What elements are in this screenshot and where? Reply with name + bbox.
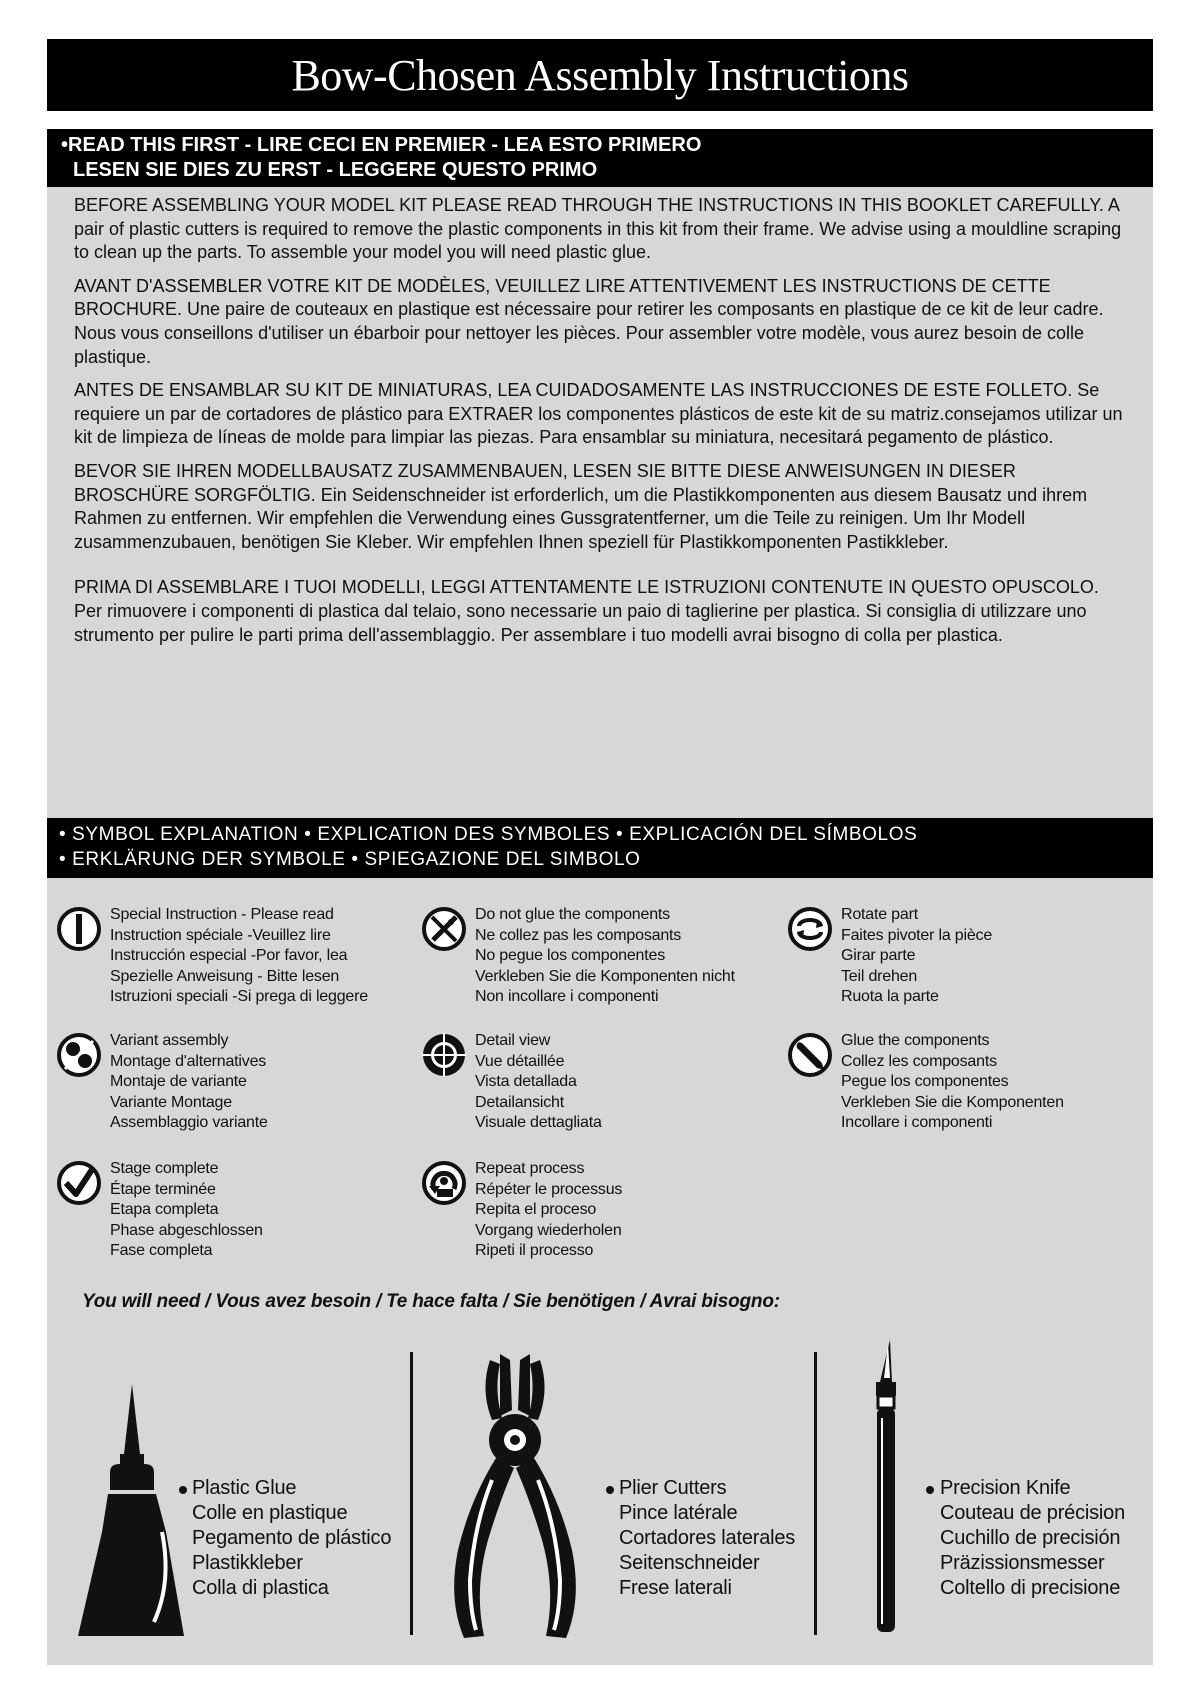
intro-paragraph-it: PRIMA DI ASSEMBLARE I TUOI MODELLI, LEGGI ATTENTAMENTE LE ISTRUZIONI CONTENUTE IN QUESTO OPUSCOLO. Per rimuovere i componenti di plastica dal telaio, sono necessarie un paio di taglierine per plastica. Si consiglia di utilizzare uno strumento per pulire le parti prima dell'assemblaggio. Per assemblare i tuo modelli avrai bisogno di colla per plastica.	[74, 577, 1099, 645]
tool-line: Colla di plastica	[192, 1577, 329, 1599]
tool-line: Cuchillo de precisión	[940, 1527, 1121, 1549]
symbol-line: Etapa completa	[110, 1201, 219, 1218]
glue-bottle-icon	[74, 1382, 194, 1643]
symbol-line: Faites pivoter la pièce	[841, 926, 993, 944]
tool-pliers-list	[619, 1476, 795, 1601]
stage-complete-icon	[55, 1159, 103, 1207]
tool-knife-list	[940, 1476, 1125, 1601]
tool-line: Frese laterali	[619, 1577, 732, 1599]
symbol-line: Pegue los componentes	[841, 1073, 1009, 1090]
symbol-line: Special Instruction - Please read	[110, 906, 334, 923]
special-instruction-icon	[55, 905, 103, 953]
symbol-line: Vista detallada	[475, 1073, 577, 1090]
symbol-line: Stage complete	[110, 1160, 219, 1177]
symbol-line: Assemblaggio variante	[110, 1114, 268, 1131]
symbol-line: Girar parte	[841, 947, 916, 964]
tool-line: Plier Cutters	[619, 1477, 727, 1499]
precision-knife-icon	[862, 1338, 902, 1643]
symbol-line: Vue détaillée	[475, 1052, 565, 1070]
tool-line: Couteau de précision	[940, 1502, 1126, 1524]
glue-components-icon	[786, 1031, 834, 1079]
tool-line: Seitenschneider	[619, 1552, 760, 1574]
page-title: Bow-Chosen Assembly Instructions	[291, 50, 909, 100]
symbol-stage-complete	[55, 1159, 415, 1269]
symbol-line: Ruota la parte	[841, 988, 939, 1005]
symbol-glue-components	[786, 1031, 1146, 1141]
symbol-line: Montage d'alternatives	[110, 1052, 267, 1070]
symbol-header-line-1: • SYMBOL EXPLANATION • EXPLICATION DES SYMBOLES • EXPLICACIÓN DEL SÍMBOLOS	[59, 824, 918, 845]
title-bar	[47, 39, 1153, 111]
symbol-line: Repeat process	[475, 1160, 585, 1177]
symbol-header-line-2: • ERKLÄRUNG DER SYMBOLE • SPIEGAZIONE DEL SIMBOLO	[59, 849, 641, 870]
symbol-line: Ripeti il processo	[475, 1242, 594, 1259]
symbol-line: Non incollare i componenti	[475, 988, 659, 1005]
rotate-part-icon	[786, 905, 834, 953]
symbol-line: Do not glue the components	[475, 906, 670, 923]
read-first-line-1: •READ THIS FIRST - LIRE CECI EN PREMIER - LEA ESTO PRIMERO	[61, 134, 702, 156]
intro-paragraph-es: ANTES DE ENSAMBLAR SU KIT DE MINIATURAS, LEA CUIDADOSAMENTE LAS INSTRUCCIONES DE ESTE FOLLETO. Se requiere un par de cortadores de plástico para EXTRAER los componentes plásticos de este kit de su matriz.consejamos utilizar un kit de limpieza de líneas de molde para limpiar las piezas. Para ensamblar su miniatura, necesitará pegamento de plástico.	[74, 380, 1123, 448]
symbol-rotate-part	[786, 905, 1146, 1015]
detail-view-icon	[420, 1031, 468, 1079]
symbol-repeat-process	[420, 1159, 780, 1269]
symbol-line: Fase completa	[110, 1242, 213, 1259]
bullet-icon	[926, 1486, 934, 1494]
tool-line: Plastikkleber	[192, 1552, 303, 1574]
symbol-line: Collez les composants	[841, 1052, 997, 1070]
bullet-icon	[606, 1486, 614, 1494]
symbol-explanation-header	[47, 818, 1153, 878]
tool-line: Precision Knife	[940, 1477, 1071, 1499]
intro-paragraph-de: BEVOR SIE IHREN MODELLBAUSATZ ZUSAMMENBAUEN, LESEN SIE BITTE DIESE ANWEISUNGEN IN DIESER BROSCHÜRE SORGFÖLTIG. Ein Seidenschneider ist erforderlich, um die Plastikkomponenten aus diesem Bausatz und ihrem Rahmen zu entfernen. Wir empfehlen die Verwendung eines Gussgratentferner, um die Teile zu reinigen. Um Ihr Modell zusammenzubauen, benötigen Sie Kleber. Wir empfehlen Ihnen speziell für Plastikkomponenten Pastikkleber.	[74, 460, 1088, 552]
symbol-line: Glue the components	[841, 1032, 990, 1049]
tool-line: Plastic Glue	[192, 1477, 297, 1499]
repeat-process-icon	[420, 1159, 468, 1207]
symbol-line: Detail view	[475, 1032, 551, 1049]
symbol-line: Montaje de variante	[110, 1073, 247, 1090]
tool-glue-list	[192, 1476, 391, 1601]
no-glue-icon	[420, 905, 468, 953]
you-will-need-label: You will need / Vous avez besoin / Te hace falta / Sie benötigen / Avrai bisogno:	[82, 1291, 780, 1312]
symbol-line: Repita el proceso	[475, 1201, 597, 1218]
symbol-line: Instrucción especial -Por favor, lea	[110, 947, 348, 964]
symbol-line: Instruction spéciale -Veuillez lire	[110, 926, 331, 944]
symbol-line: Variante Montage	[110, 1093, 232, 1111]
symbol-special-instruction	[55, 905, 415, 1015]
read-first-line-2: LESEN SIE DIES ZU ERST - LEGGERE QUESTO PRIMO	[73, 159, 598, 181]
tool-line: Pince latérale	[619, 1502, 738, 1524]
symbol-line: Verkleben Sie die Komponenten	[841, 1093, 1064, 1111]
symbol-line: Teil drehen	[841, 967, 918, 985]
tool-line: Coltello di precisione	[940, 1577, 1121, 1599]
symbol-no-glue	[420, 905, 780, 1015]
symbol-line: Verkleben Sie die Komponenten nicht	[475, 967, 735, 985]
tool-line: Pegamento de plástico	[192, 1527, 392, 1549]
symbol-line: Istruzioni speciali -Si prega di leggere	[110, 988, 368, 1005]
plier-cutters-icon	[440, 1350, 590, 1645]
bullet-icon	[179, 1486, 187, 1494]
symbol-line: Variant assembly	[110, 1032, 229, 1049]
symbol-line: Spezielle Anweisung - Bitte lesen	[110, 967, 340, 985]
variant-assembly-icon	[55, 1031, 103, 1079]
symbol-line: Detailansicht	[475, 1093, 565, 1111]
intro-text	[74, 194, 1124, 657]
symbol-line: Ne collez pas les composants	[475, 926, 682, 944]
intro-paragraph-fr: AVANT D'ASSEMBLER VOTRE KIT DE MODÈLES, VEUILLEZ LIRE ATTENTIVEMENT LES INSTRUCTIONS DE CETTE BROCHURE. Une paire de couteaux en plastique est nécessaire pour retirer les composants en plastique de ce kit de leur cadre. Nous vous conseillons d'utiliser un ébarboir pour nettoyer les pièces. Pour assembler votre modèle, vous aurez besoin de colle plastique.	[74, 275, 1104, 367]
read-first-header	[47, 129, 1153, 187]
tool-line: Präzissionsmesser	[940, 1552, 1105, 1574]
symbol-line: Visuale dettagliata	[475, 1114, 602, 1131]
symbol-line: Incollare i componenti	[841, 1114, 993, 1131]
symbol-line: Répéter le processus	[475, 1180, 623, 1198]
symbol-detail-view	[420, 1031, 780, 1141]
tool-divider-2	[814, 1352, 817, 1635]
intro-paragraph-en: BEFORE ASSEMBLING YOUR MODEL KIT PLEASE READ THROUGH THE INSTRUCTIONS IN THIS BOOKLET CAREFULLY. A pair of plastic cutters is required to remove the plastic components in this kit from their frame. We advise using a mouldline scraping to clean up the parts. To assemble your model you will need plastic glue.	[74, 195, 1122, 263]
tool-line: Cortadores laterales	[619, 1527, 796, 1549]
symbol-line: Vorgang wiederholen	[475, 1221, 622, 1239]
symbol-line: Rotate part	[841, 906, 918, 923]
tool-line: Colle en plastique	[192, 1502, 348, 1524]
symbol-line: No pegue los componentes	[475, 947, 665, 964]
tool-divider-1	[410, 1352, 413, 1635]
symbol-variant-assembly	[55, 1031, 415, 1141]
symbol-line: Étape terminée	[110, 1180, 216, 1198]
symbol-line: Phase abgeschlossen	[110, 1221, 263, 1239]
